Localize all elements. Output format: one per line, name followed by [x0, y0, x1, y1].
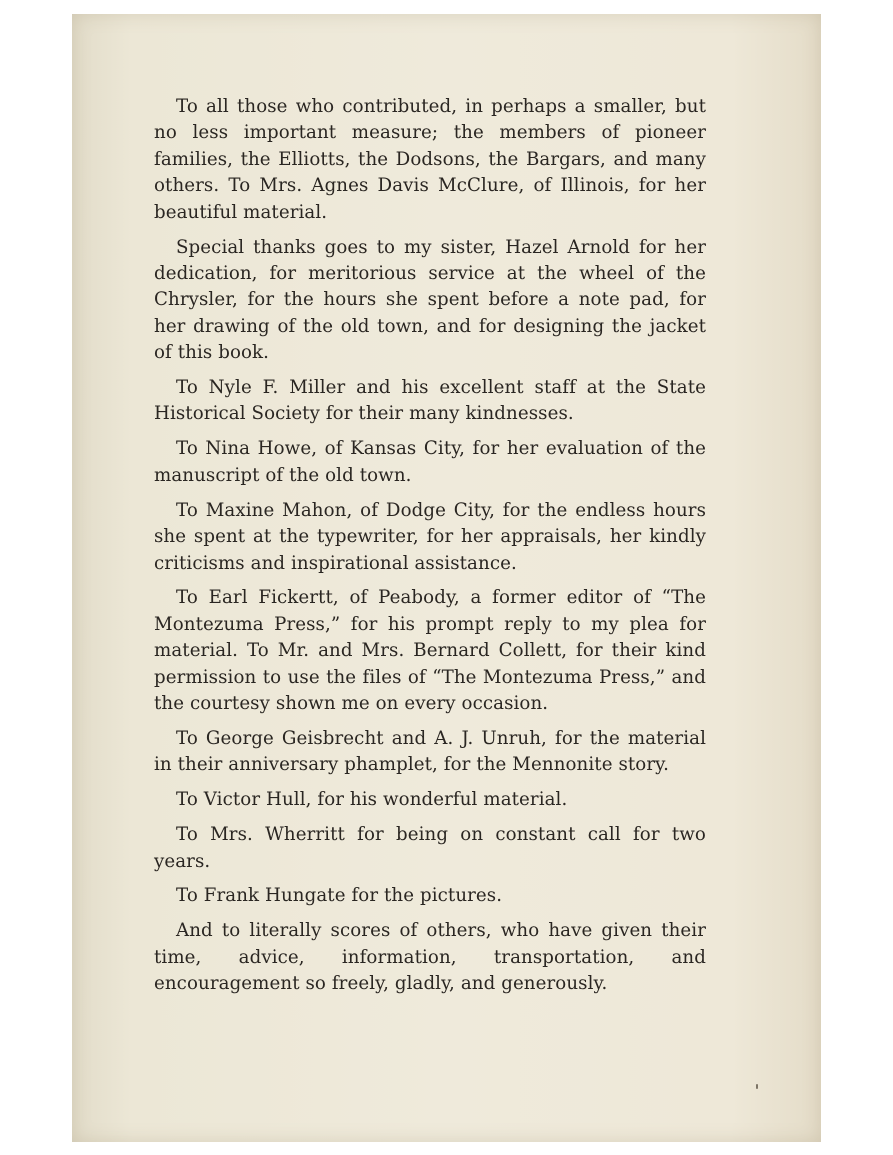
acknowledgements-text: [154, 94, 706, 1006]
book-page: [72, 14, 821, 1142]
paragraph-montezuma-press: To Earl Fickertt, of Peabody, a former editor of “The Montezuma Press,” for his prompt reply to my plea for material. To Mr. and Mrs. Bernard Collett, for their kind permission to use the files of “The Montezuma Press,” and the courtesy shown me on every occasion.: [154, 587, 706, 715]
paragraph-contributors: To all those who contributed, in perhaps a smaller, but no less important measure; the members of pioneer families, the Elliotts, the Dodsons, the Bargars, and many others. To Mrs. Agnes Davis McClure, of Illinois, for her beautiful material.: [154, 96, 706, 223]
paper-speck: [756, 1084, 758, 1089]
paragraph-sister-thanks: Special thanks goes to my sister, Hazel Arnold for her dedication, for meritorious service at the wheel of the Chrysler, for the hours she spent before a note pad, for her drawing of the old town, and for designing the jacket of this book.: [154, 236, 706, 364]
paragraph-victor-hull: To Victor Hull, for his wonderful material.: [176, 789, 568, 811]
paragraph-mrs-wherritt: To Mrs. Wherritt for being on constant call for two years.: [154, 824, 706, 872]
paragraph-scores-of-others: And to literally scores of others, who have given their time, advice, information, transportation, and encouragement so freely, gladly, and generously.: [154, 920, 706, 995]
paragraph-frank-hungate: To Frank Hungate for the pictures.: [176, 885, 503, 907]
paragraph-maxine-mahon: To Maxine Mahon, of Dodge City, for the endless hours she spent at the typewriter, for her appraisals, her kindly criticisms and inspirational assistance.: [154, 499, 706, 574]
paragraph-nina-howe: To Nina Howe, of Kansas City, for her evaluation of the manuscript of the old town.: [154, 438, 706, 486]
paragraph-mennonite-story: To George Geisbrecht and A. J. Unruh, for the material in their anniversary phamplet, for the Mennonite story.: [154, 727, 706, 776]
paragraph-historical-society: To Nyle F. Miller and his excellent staff at the State Historical Society for their many kindnesses.: [154, 377, 706, 425]
